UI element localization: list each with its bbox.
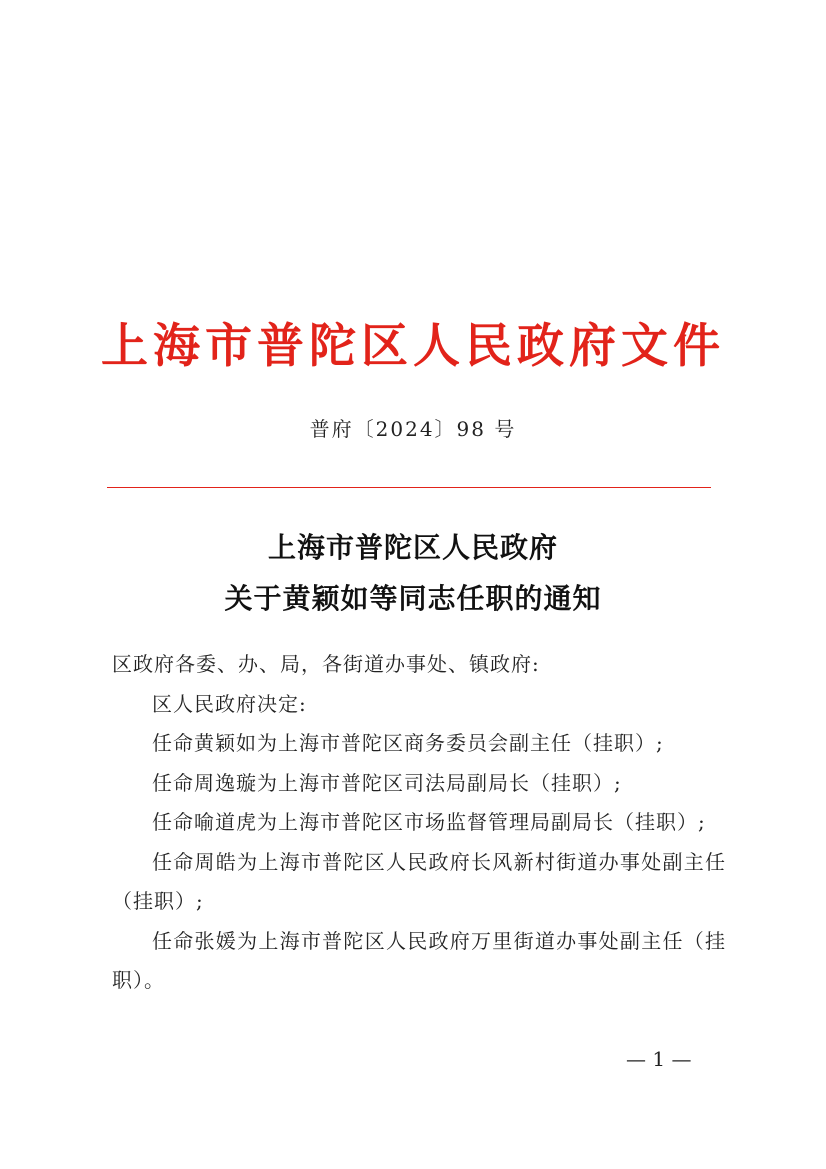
red-divider-line (107, 487, 711, 488)
paragraph-decision: 区人民政府决定: (152, 691, 307, 716)
paragraph-appointment-3: 任命喻道虎为上海市普陀区市场监督管理局副局长（挂职）; (152, 810, 706, 834)
paragraph-appointment-1: 任命黄颖如为上海市普陀区商务委员会副主任（挂职）; (152, 731, 664, 755)
page-number: — 1 — (626, 1047, 692, 1071)
notice-title-line-2: 关于黄颖如等同志任职的通知 (224, 582, 602, 615)
paragraph-appointment-4: 任命周皓为上海市普陀区人民政府长风新村街道办事处副主任（挂职）; (112, 849, 726, 913)
notice-title-line-1: 上海市普陀区人民政府 (267, 531, 558, 564)
document-number: 普府〔2024〕98 号 (309, 417, 517, 441)
paragraph-appointment-5: 任命张媛为上海市普陀区人民政府万里街道办事处副主任（挂职）。 (112, 928, 726, 992)
paragraph-appointment-2: 任命周逸璇为上海市普陀区司法局副局长（挂职）; (152, 770, 622, 795)
masthead-title: 上海市普陀区人民政府文件 (101, 319, 725, 374)
addressee: 区政府各委、办、局，各街道办事处、镇政府: (112, 652, 540, 676)
notice-body (112, 645, 726, 1001)
